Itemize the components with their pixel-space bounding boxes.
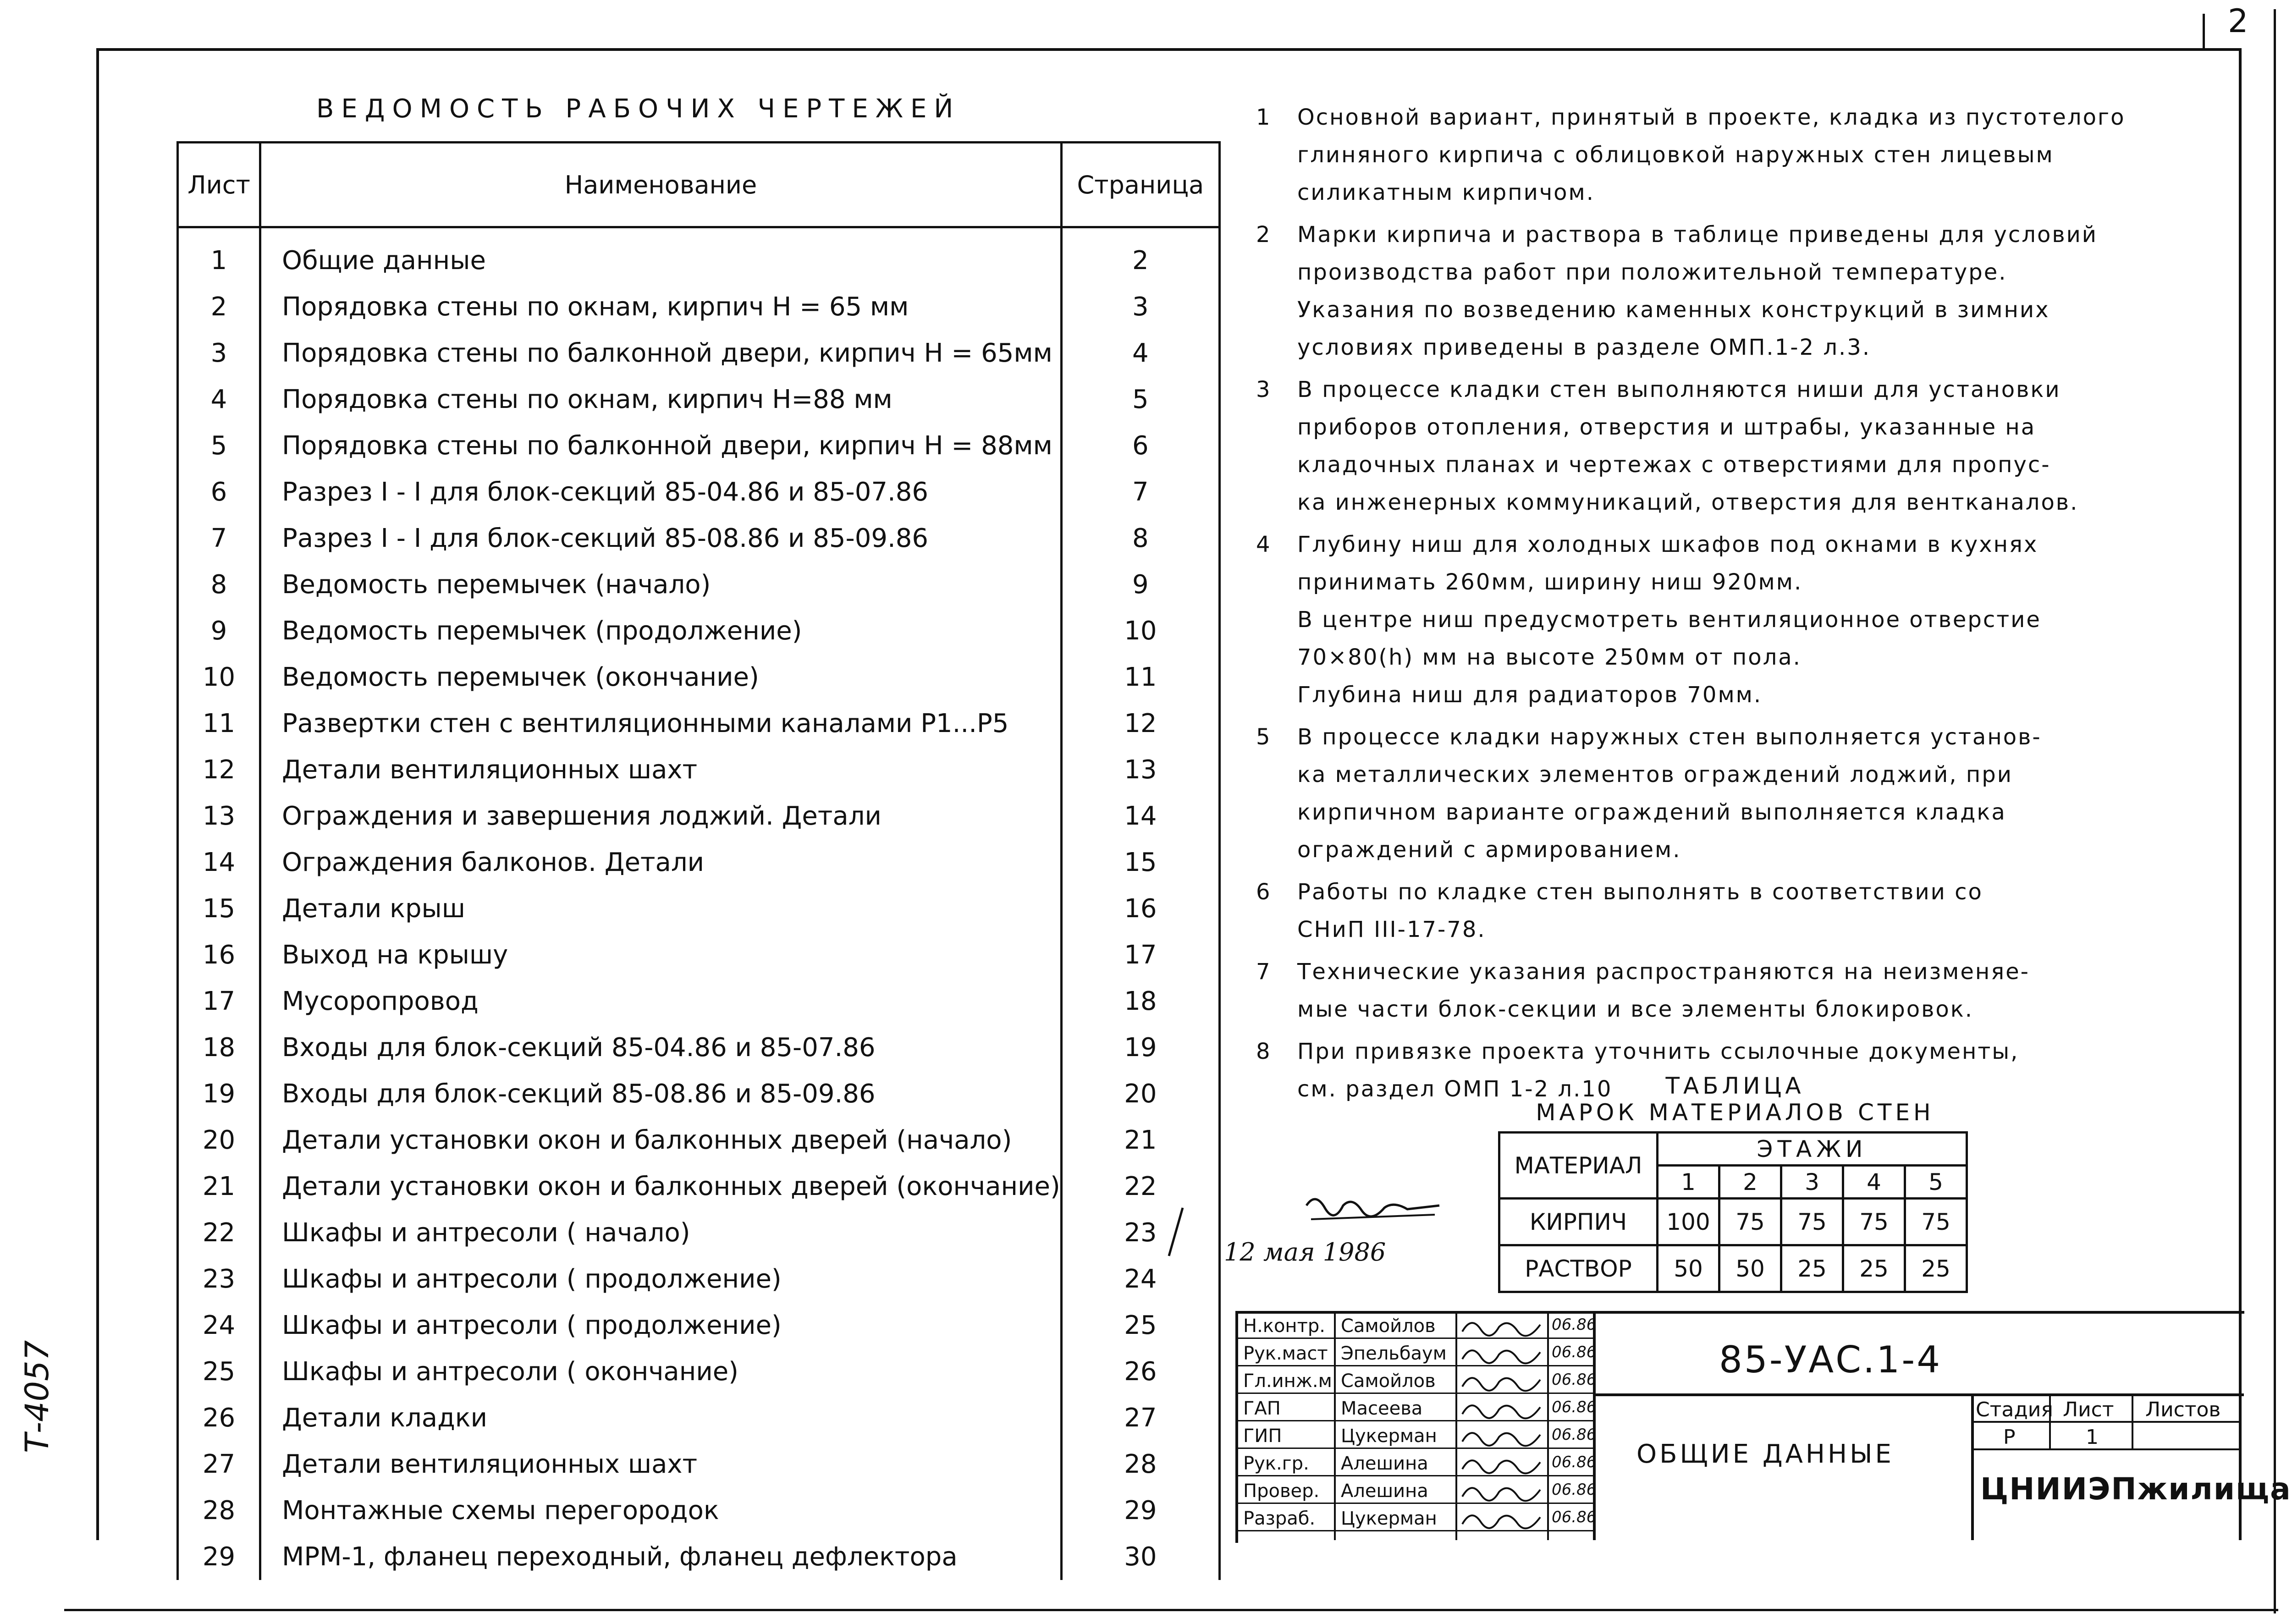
note-line: 70×80(h) мм на высоте 250мм от пола. <box>1297 644 1802 670</box>
stamp-row-line <box>1235 1338 1593 1339</box>
sheet-number: 6 <box>178 469 260 515</box>
sheet-name: Монтажные схемы перегородок <box>260 1487 1062 1534</box>
signature <box>1460 1423 1547 1451</box>
col-header-page: Страница <box>1061 143 1219 227</box>
page-number: 23 <box>1061 1210 1219 1256</box>
note-item <box>1256 216 2209 366</box>
signature <box>1460 1313 1547 1341</box>
signature <box>1460 1396 1547 1423</box>
table-row <box>178 1071 1220 1117</box>
page-number: 16 <box>1061 886 1219 932</box>
table-row <box>178 227 1220 284</box>
page-number: 10 <box>1061 608 1219 654</box>
col-header-name: Наименование <box>260 143 1062 227</box>
page-number: 4 <box>1061 330 1219 376</box>
sheet-name: МРМ-1, фланец переходный, фланец дефлектора <box>260 1534 1062 1580</box>
stamp-name: Алешина <box>1341 1481 1428 1502</box>
material-mortar: РАСТВОР <box>1499 1245 1658 1292</box>
sheets-title: ВЕДОМОСТЬ РАБОЧИХ ЧЕРТЕЖЕЙ <box>316 94 961 124</box>
materials-table <box>1498 1131 1968 1293</box>
stamp-name: Цукерман <box>1341 1426 1437 1447</box>
note-number: 4 <box>1256 532 1272 557</box>
approval-signature <box>1297 1187 1449 1238</box>
bottom-border-line <box>64 1609 2278 1611</box>
table-row <box>178 1487 1220 1534</box>
note-number: 2 <box>1256 222 1272 248</box>
sheet-value: 1 <box>2086 1426 2099 1449</box>
brick-floor-2: 75 <box>1719 1199 1781 1245</box>
stamp-row-line <box>1235 1420 1593 1421</box>
table-row <box>178 932 1220 978</box>
page-number: 13 <box>1061 747 1219 793</box>
note-item <box>1256 526 2209 714</box>
table-row <box>178 330 1220 376</box>
note-line: ка металлических элементов ограждений лоджий, при <box>1297 762 2013 787</box>
sheet-number: 15 <box>178 886 260 932</box>
document-code: 85-УАС.1-4 <box>1719 1338 1942 1381</box>
sheet-number: 28 <box>178 1487 260 1534</box>
stamp-role: Разраб. <box>1243 1508 1316 1529</box>
sheet-name: Общие данные <box>260 227 1062 284</box>
note-line: производства работ при положительной температуре. <box>1297 259 2007 285</box>
sheet-number: 1 <box>178 227 260 284</box>
table-row <box>178 1349 1220 1395</box>
mortar-floor-5: 25 <box>1905 1245 1967 1292</box>
note-line: силикатным кирпичом. <box>1297 180 1595 205</box>
sheet-name: Порядовка стены по балконной двери, кирпич Н = 65мм <box>260 330 1062 376</box>
stamp-name: Самойлов <box>1341 1316 1436 1337</box>
table-row <box>178 1256 1220 1302</box>
page-number: 14 <box>1061 793 1219 839</box>
stamp-date: 06.86 <box>1552 1453 1597 1471</box>
table-row <box>178 1534 1220 1580</box>
note-line: При привязке проекта уточнить ссылочные документы, <box>1297 1039 2019 1064</box>
materials-table-title <box>1499 1073 1971 1126</box>
sheet-number: 5 <box>178 423 260 469</box>
table-row <box>178 284 1220 330</box>
stamp-name: Масеева <box>1341 1398 1423 1419</box>
page-number: 12 <box>1061 700 1219 747</box>
note-line: В процессе кладки наружных стен выполняется установ- <box>1297 724 2042 750</box>
note-item <box>1256 873 2209 948</box>
stamp-name: Алешина <box>1341 1453 1428 1474</box>
stamp-line <box>1334 1311 1336 1540</box>
sheet-number: 14 <box>178 839 260 886</box>
sheet-number: 26 <box>178 1395 260 1441</box>
sheet-name: Входы для блок-секций 85-04.86 и 85-07.86 <box>260 1024 1062 1071</box>
note-line: СНиП III-17-78. <box>1297 917 1486 942</box>
table-row <box>178 1441 1220 1487</box>
note-line: Марки кирпича и раствора в таблице приведены для условий <box>1297 222 2098 248</box>
sheet-name: Выход на крышу <box>260 932 1062 978</box>
stamp-role: Гл.инж.м <box>1243 1371 1332 1392</box>
sheet-number: 2 <box>178 284 260 330</box>
sheet-name: Входы для блок-секций 85-08.86 и 85-09.86 <box>260 1071 1062 1117</box>
stamp-line <box>2132 1393 2133 1448</box>
note-line: см. раздел ОМП 1-2 л.10 <box>1297 1076 1613 1102</box>
sheet-name: Ведомость перемычек (окончание) <box>260 654 1062 700</box>
note-number: 6 <box>1256 879 1272 905</box>
material-brick: КИРПИЧ <box>1499 1199 1658 1245</box>
stamp-row-line <box>1235 1475 1593 1476</box>
note-line: В процессе кладки стен выполняются ниши для установки <box>1297 377 2061 402</box>
margin-tick <box>1164 1206 1192 1261</box>
table-row <box>178 608 1220 654</box>
page-number: 17 <box>1061 932 1219 978</box>
table-row <box>178 793 1220 839</box>
sheet-number: 18 <box>178 1024 260 1071</box>
note-number: 3 <box>1256 377 1272 402</box>
mortar-floor-4: 25 <box>1843 1245 1905 1292</box>
page-number: 21 <box>1061 1117 1219 1163</box>
stamp-name: Цукерман <box>1341 1508 1437 1529</box>
stamp-date: 06.86 <box>1552 1398 1597 1416</box>
page-number: 27 <box>1061 1395 1219 1441</box>
sheet-number: 22 <box>178 1210 260 1256</box>
sheet-number: 12 <box>178 747 260 793</box>
approval-date: 12 мая 1986 <box>1224 1238 1386 1266</box>
document-title: ОБЩИЕ ДАННЫЕ <box>1636 1439 1894 1469</box>
stamp-role: Н.контр. <box>1243 1316 1325 1337</box>
sheet-number: 13 <box>178 793 260 839</box>
sheet-number: 21 <box>178 1163 260 1210</box>
page-number: 22 <box>1061 1163 1219 1210</box>
note-item <box>1256 953 2209 1028</box>
note-line: Указания по возведению каменных конструкций в зимних <box>1297 297 2050 323</box>
table-row <box>178 886 1220 932</box>
note-item <box>1256 718 2209 869</box>
sheet-name: Порядовка стены по окнам, кирпич Н=88 мм <box>260 376 1062 423</box>
stamp-date: 06.86 <box>1552 1316 1597 1334</box>
stamp-date: 06.86 <box>1552 1426 1597 1444</box>
note-line: Технические указания распространяются на неизменяе- <box>1297 959 2030 985</box>
sheet-name: Детали установки окон и балконных дверей (окончание) <box>260 1163 1062 1210</box>
sheet-name: Разрез I - I для блок-секций 85-08.86 и 85-09.86 <box>260 515 1062 562</box>
page-number: 25 <box>1061 1302 1219 1349</box>
note-line: мые части блок-секции и все элементы блокировок. <box>1297 996 1973 1022</box>
page-number: 30 <box>1061 1534 1219 1580</box>
sheet-name: Мусоропровод <box>260 978 1062 1024</box>
stamp-date: 06.86 <box>1552 1481 1597 1499</box>
sheet-number: 9 <box>178 608 260 654</box>
note-line: кладочных планах и чертежах с отверстиями для пропус- <box>1297 452 2051 478</box>
sheet-name: Ограждения балконов. Детали <box>260 839 1062 886</box>
note-line: ка инженерных коммуникаций, отверстия для вентканалов. <box>1297 490 2079 515</box>
stamp-row-line <box>1235 1530 1593 1531</box>
page-number: 3 <box>1061 284 1219 330</box>
sheets-label: Листов <box>2145 1398 2221 1421</box>
table-row <box>178 978 1220 1024</box>
stamp-line <box>1455 1311 1457 1540</box>
stamp-role: Рук.гр. <box>1243 1453 1309 1474</box>
sheet-number: 24 <box>178 1302 260 1349</box>
technical-notes <box>1256 99 2209 1112</box>
stamp-date: 06.86 <box>1552 1343 1597 1361</box>
sheet-number: 17 <box>178 978 260 1024</box>
note-line: принимать 260мм, ширину ниш 920мм. <box>1297 569 1803 595</box>
stamp-role: Провер. <box>1243 1481 1320 1502</box>
sheet-label: Лист <box>2063 1398 2114 1421</box>
brick-floor-1: 100 <box>1658 1199 1719 1245</box>
page-number: 7 <box>1061 469 1219 515</box>
signature <box>1460 1451 1547 1478</box>
sheet-name: Порядовка стены по окнам, кирпич Н = 65 мм <box>260 284 1062 330</box>
sheet-number: 23 <box>178 1256 260 1302</box>
note-line: приборов отопления, отверстия и штрабы, указанные на <box>1297 414 2036 440</box>
sheet-name: Ограждения и завершения лоджий. Детали <box>260 793 1062 839</box>
note-line: кирпичном варианте ограждений выполняется кладка <box>1297 799 2006 825</box>
page-number: 29 <box>1061 1487 1219 1534</box>
stamp-role: ГАП <box>1243 1398 1281 1419</box>
table-row <box>178 700 1220 747</box>
page-number: 28 <box>1061 1441 1219 1487</box>
page-number: 2 <box>1061 227 1219 284</box>
sheet-name: Развертки стен с вентиляционными каналами Р1...Р5 <box>260 700 1062 747</box>
stamp-line <box>1593 1393 2244 1396</box>
sheet-name: Разрез I - I для блок-секций 85-04.86 и 85-07.86 <box>260 469 1062 515</box>
sheet-name: Детали крыш <box>260 886 1062 932</box>
signature <box>1460 1341 1547 1368</box>
table-row <box>178 515 1220 562</box>
note-number: 5 <box>1256 724 1272 750</box>
sheet-name: Детали кладки <box>260 1395 1062 1441</box>
floor-4: 4 <box>1843 1166 1905 1199</box>
materials-title-line2: МАРОК МАТЕРИАЛОВ СТЕН <box>1536 1099 1934 1126</box>
floors-header: ЭТАЖИ <box>1658 1133 1967 1166</box>
corner-tick-left <box>2203 14 2205 50</box>
stamp-role: ГИП <box>1243 1426 1282 1447</box>
signature <box>1460 1506 1547 1533</box>
organization-name: ЦНИИЭПжилища <box>1980 1471 2292 1507</box>
page-number: 8 <box>1061 515 1219 562</box>
stamp-row-line <box>1235 1365 1593 1366</box>
note-line: глиняного кирпича с облицовкой наружных стен лицевым <box>1297 142 2054 168</box>
table-row <box>178 1117 1220 1163</box>
table-row <box>178 1024 1220 1071</box>
sheet-number: 7 <box>178 515 260 562</box>
sheet-name: Шкафы и антресоли ( продолжение) <box>260 1302 1062 1349</box>
sheets-table <box>176 141 1221 1580</box>
stamp-date: 06.86 <box>1552 1508 1597 1526</box>
page-number: 26 <box>1061 1349 1219 1395</box>
note-number: 1 <box>1256 105 1272 130</box>
stamp-date: 06.86 <box>1552 1371 1597 1389</box>
page-number: 19 <box>1061 1024 1219 1071</box>
sheet-number: 16 <box>178 932 260 978</box>
stamp-line <box>1971 1393 1974 1540</box>
floor-2: 2 <box>1719 1166 1781 1199</box>
sheet-number: 20 <box>178 1117 260 1163</box>
table-row <box>178 654 1220 700</box>
sheet-number: 8 <box>178 562 260 608</box>
sheet-number: 27 <box>178 1441 260 1487</box>
table-row <box>178 747 1220 793</box>
note-line: Глубина ниш для радиаторов 70мм. <box>1297 682 1763 708</box>
note-number: 7 <box>1256 959 1272 985</box>
sheet-name: Порядовка стены по балконной двери, кирпич Н = 88мм <box>260 423 1062 469</box>
brick-floor-3: 75 <box>1781 1199 1843 1245</box>
sheet-number: 4 <box>178 376 260 423</box>
mortar-floor-3: 25 <box>1781 1245 1843 1292</box>
sheet-name: Ведомость перемычек (продолжение) <box>260 608 1062 654</box>
page-number: 5 <box>1061 376 1219 423</box>
sheet-number: 3 <box>178 330 260 376</box>
note-line: ограждений с армированием. <box>1297 837 1681 863</box>
stamp-name: Самойлов <box>1341 1371 1436 1392</box>
page-number: 15 <box>1061 839 1219 886</box>
note-item <box>1256 371 2209 521</box>
right-edge-line <box>2274 9 2276 1613</box>
note-line: Глубину ниш для холодных шкафов под окнами в кухнях <box>1297 532 2039 557</box>
signature <box>1460 1368 1547 1396</box>
corner-sheet-number: 2 <box>2228 2 2248 40</box>
sheet-name: Шкафы и антресоли ( окончание) <box>260 1349 1062 1395</box>
table-row <box>178 423 1220 469</box>
floor-1: 1 <box>1658 1166 1719 1199</box>
table-row <box>178 1163 1220 1210</box>
table-row <box>178 1395 1220 1441</box>
mortar-floor-2: 50 <box>1719 1245 1781 1292</box>
note-line: Основной вариант, принятый в проекте, кладка из пустотелого <box>1297 105 2126 130</box>
stage-label: Стадия <box>1976 1398 2053 1421</box>
note-item <box>1256 99 2209 211</box>
sheet-name: Детали вентиляционных шахт <box>260 747 1062 793</box>
stamp-row-line <box>1235 1448 1593 1449</box>
page-number: 6 <box>1061 423 1219 469</box>
page-number: 18 <box>1061 978 1219 1024</box>
table-row <box>178 1210 1220 1256</box>
stamp-row-line <box>1235 1503 1593 1504</box>
mortar-floor-1: 50 <box>1658 1245 1719 1292</box>
stamp-line <box>1547 1311 1549 1540</box>
page-number: 9 <box>1061 562 1219 608</box>
table-row <box>178 1302 1220 1349</box>
materials-title-line1: ТАБЛИЦА <box>1665 1073 1805 1099</box>
note-line: Работы по кладке стен выполнять в соответствии со <box>1297 879 1983 905</box>
sheet-number: 29 <box>178 1534 260 1580</box>
signature <box>1460 1478 1547 1506</box>
sheet-name: Шкафы и антресоли ( начало) <box>260 1210 1062 1256</box>
sheet-name: Ведомость перемычек (начало) <box>260 562 1062 608</box>
floor-3: 3 <box>1781 1166 1843 1199</box>
brick-floor-4: 75 <box>1843 1199 1905 1245</box>
page-number: 20 <box>1061 1071 1219 1117</box>
table-row <box>178 376 1220 423</box>
sheet-number: 25 <box>178 1349 260 1395</box>
page-number: 11 <box>1061 654 1219 700</box>
inventory-id: Т-4057 <box>18 1340 56 1453</box>
stamp-name: Эпельбаум <box>1341 1343 1447 1364</box>
sheet-name: Детали установки окон и балконных дверей (начало) <box>260 1117 1062 1163</box>
note-number: 8 <box>1256 1039 1272 1064</box>
table-row <box>178 839 1220 886</box>
table-row <box>178 469 1220 515</box>
sheet-number: 10 <box>178 654 260 700</box>
col-header-sheet: Лист <box>178 143 260 227</box>
sheet-number: 11 <box>178 700 260 747</box>
stamp-row-line <box>1235 1393 1593 1394</box>
note-line: В центре ниш предусмотреть вентиляционное отверстие <box>1297 607 2041 633</box>
sheet-number: 19 <box>178 1071 260 1117</box>
note-line: условиях приведены в разделе ОМП.1-2 л.3. <box>1297 335 1871 360</box>
stamp-role: Рук.маст <box>1243 1343 1328 1364</box>
material-header: МАТЕРИАЛ <box>1499 1133 1658 1199</box>
sheet-name: Детали вентиляционных шахт <box>260 1441 1062 1487</box>
page-number: 24 <box>1061 1256 1219 1302</box>
floor-5: 5 <box>1905 1166 1967 1199</box>
brick-floor-5: 75 <box>1905 1199 1967 1245</box>
sheet-name: Шкафы и антресоли ( продолжение) <box>260 1256 1062 1302</box>
stage-value: Р <box>2003 1426 2016 1449</box>
table-row <box>178 562 1220 608</box>
